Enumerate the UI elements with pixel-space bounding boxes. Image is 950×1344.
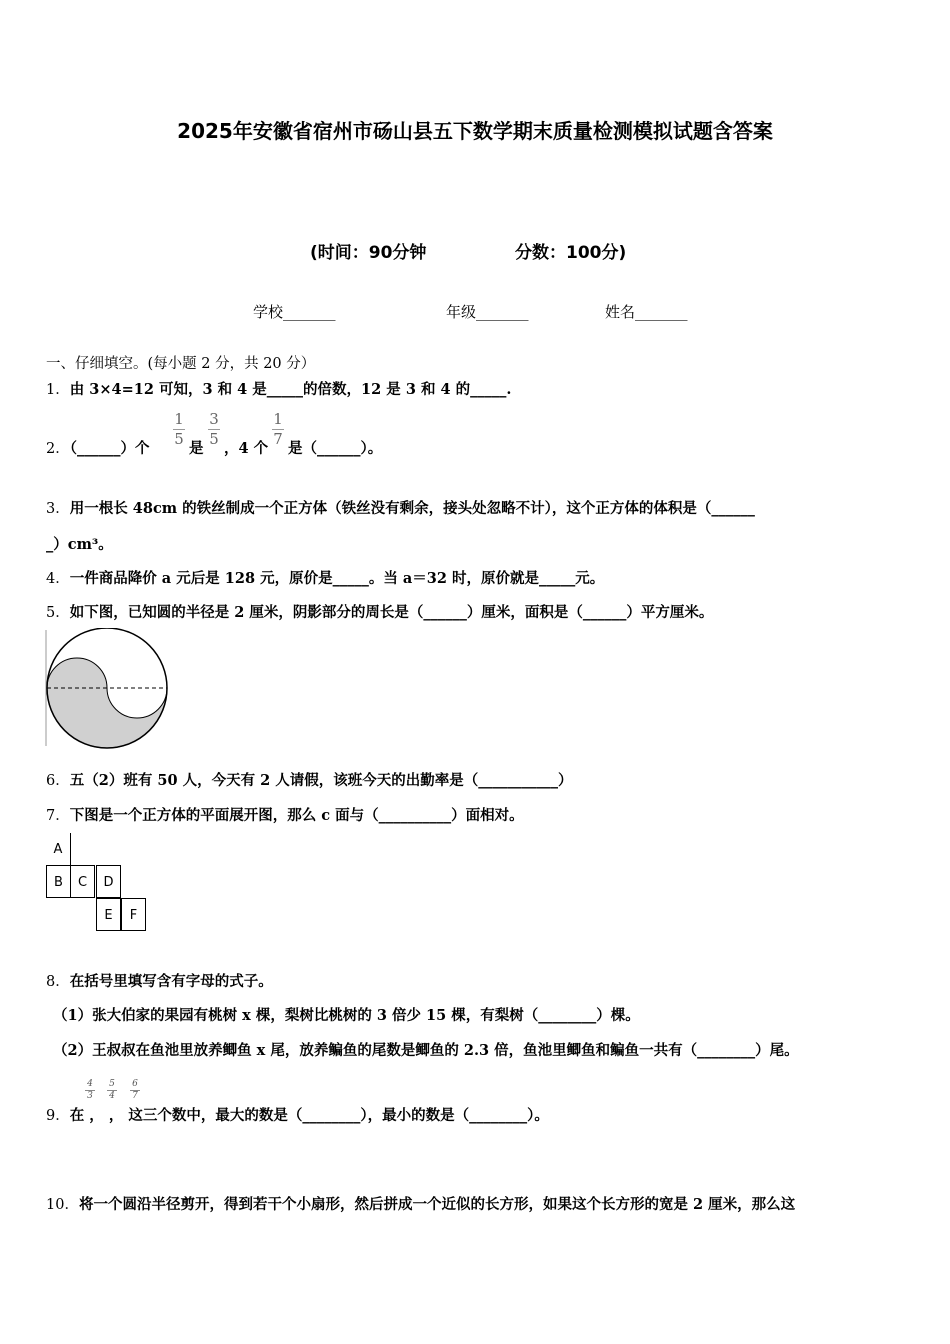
question-text: 如下图，已知圆的半径是 2 厘米，阴影部分的周长是（______）厘米，面积是（______）平方厘米。 (69, 604, 714, 621)
question-number: 7． (46, 808, 70, 824)
question-8-part-1 (53, 1004, 640, 1025)
fraction-3-5 (208, 412, 220, 447)
question-text-cont: _）cm³。 (46, 536, 113, 553)
question-text: 在 ， ， 这三个数中，最大的数是（________），最小的数是（________）。 (69, 1107, 549, 1124)
exam-score: 分数：100分) (515, 243, 627, 263)
question-text: 下图是一个正方体的平面展开图，那么 c 面与（__________）面相对。 (69, 807, 524, 824)
net-face-b: B (46, 865, 71, 898)
numerator: 3 (209, 410, 219, 428)
net-face-a: A (46, 833, 71, 866)
question-1 (46, 378, 511, 399)
question-9 (46, 1104, 549, 1125)
q2-part-3-text: ，4 个 (224, 440, 269, 457)
question-number: 8． (46, 974, 70, 990)
question-10 (46, 1193, 795, 1214)
question-text: 将一个圆沿半径剪开，得到若干个小扇形，然后拼成一个近似的长方形，如果这个长方形的宽是 2 厘米，那么这 (78, 1196, 796, 1213)
numerator: 4 (87, 1079, 93, 1089)
question-3-cont (46, 533, 113, 554)
yin-yang-circle-figure (44, 628, 172, 750)
denominator: 5 (174, 430, 184, 448)
numerator: 5 (109, 1079, 115, 1089)
fraction-1-7 (272, 412, 284, 447)
question-number: 9． (46, 1108, 70, 1124)
question-text: 在括号里填写含有字母的式子。 (69, 973, 273, 990)
question-number: 4． (46, 571, 70, 587)
section-heading: 一、仔细填空。(每小题 2 分，共 20 分） (46, 356, 316, 372)
denominator: 7 (132, 1091, 138, 1101)
net-face-c: C (70, 865, 95, 898)
net-face-d: D (96, 865, 121, 898)
grade-field: 年级_______ (446, 303, 529, 321)
question-number: 5． (46, 605, 70, 621)
q2-part-3 (224, 437, 268, 458)
question-text: 五（2）班有 50 人，今天有 2 人请假，该班今天的出勤率是（___________） (69, 772, 573, 789)
sub-question-text: （2）王叔叔在鱼池里放养鲫鱼 x 尾，放养鳊鱼的尾数是鲫鱼的 2.3 倍，鱼池里鲫鱼和鳊鱼一共有（________）尾。 (53, 1042, 799, 1059)
numerator: 1 (273, 410, 283, 428)
q2-part-2 (189, 437, 204, 458)
fraction-1-5 (173, 412, 185, 447)
question-number: 10． (46, 1197, 79, 1213)
question-8-part-2 (53, 1039, 799, 1060)
q2-part-4 (288, 437, 382, 458)
exam-time: (时间：90分钟 (310, 243, 427, 263)
numerator: 1 (174, 410, 184, 428)
q2-part-1: （______）个 (69, 440, 150, 457)
question-text: 一件商品降价 a 元后是 128 元，原价是_____。当 a＝32 时，原价就是_____元。 (69, 570, 605, 587)
denominator: 7 (273, 430, 283, 448)
net-face-f: F (121, 898, 146, 931)
q2-part-4-text: 是（______）。 (288, 440, 383, 457)
question-text: 用一根长 48cm 的铁丝制成一个正方体（铁丝没有剩余，接头处忽略不计），这个正方体的体积是（______ (69, 500, 755, 517)
q2-part-2-text: 是 (189, 440, 204, 457)
fraction-6-7 (130, 1080, 140, 1101)
question-4 (46, 567, 604, 588)
question-3 (46, 497, 755, 518)
denominator: 4 (109, 1091, 115, 1101)
page-title: 2025年安徽省宿州市砀山县五下数学期末质量检测模拟试题含答案 (177, 119, 773, 143)
school-field: 学校_______ (253, 303, 336, 321)
net-face-e: E (96, 898, 121, 931)
question-5 (46, 601, 713, 622)
question-number: 6． (46, 773, 70, 789)
numerator: 6 (132, 1079, 138, 1089)
fraction-4-3 (85, 1080, 95, 1101)
name-field: 姓名_______ (605, 303, 688, 321)
question-number: 1． (46, 382, 70, 398)
sub-question-text: （1）张大伯家的果园有桃树 x 棵，梨树比桃树的 3 倍少 15 棵，有梨树（________）棵。 (53, 1007, 640, 1024)
question-8 (46, 970, 273, 991)
denominator: 3 (87, 1091, 93, 1101)
question-7 (46, 804, 524, 825)
question-2 (46, 437, 149, 458)
shaded-region (47, 658, 167, 748)
question-text: 由 3×4=12 可知，3 和 4 是_____的倍数，12 是 3 和 4 的_____. (69, 381, 512, 398)
question-number: 3． (46, 501, 70, 517)
question-6 (46, 769, 573, 790)
denominator: 5 (209, 430, 219, 448)
question-number: 2． (46, 441, 70, 457)
fraction-5-4 (107, 1080, 117, 1101)
